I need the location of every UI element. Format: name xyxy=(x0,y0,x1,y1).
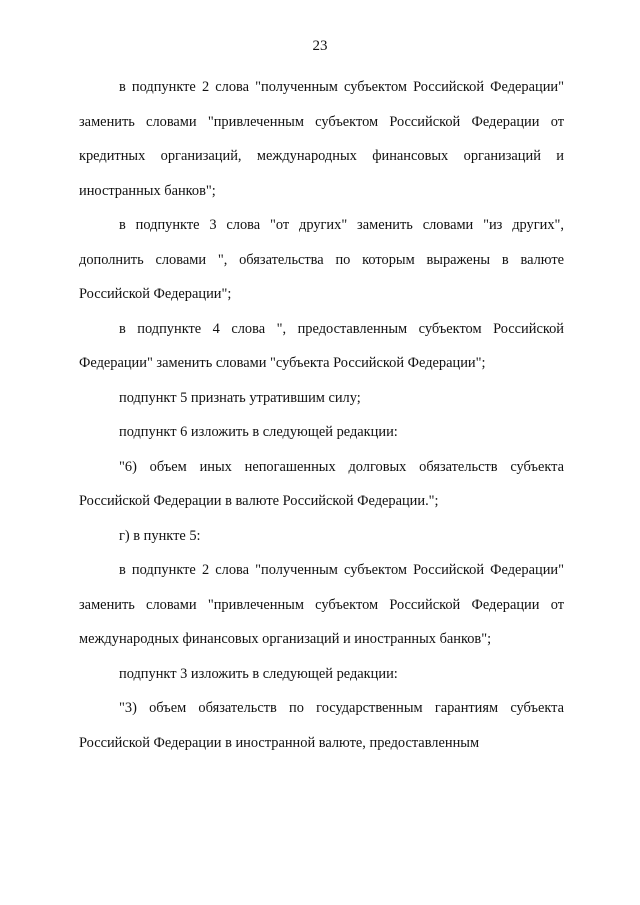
paragraph-5: подпункт 6 изложить в следующей редакции: xyxy=(119,424,398,440)
paragraph-6: "6) объем иных непогашенных долговых обязательств субъекта Российской Федерации в валюте Российской Федерации."; xyxy=(79,458,564,509)
paragraph-2: в подпункте 3 слова "от других" заменить словами "из других", дополнить словами ", обязательства по которым выражены в валюте Российской Федерации"; xyxy=(79,217,564,302)
paragraph-1: в подпункте 2 слова "полученным субъектом Российской Федерации" заменить словами "привлеченным субъектом Российской Федерации от кредитных организаций, международных финансовых организаций и иностранных банков"; xyxy=(79,79,564,199)
document-body xyxy=(79,70,564,760)
page-number: 23 xyxy=(312,38,328,54)
paragraph-7: г) в пункте 5: xyxy=(119,527,201,544)
paragraph-4: подпункт 5 признать утратившим силу; xyxy=(119,389,361,406)
paragraph-3: в подпункте 4 слова ", предоставленным субъектом Российской Федерации" заменить словами "субъекта Российской Федерации"; xyxy=(79,320,564,371)
paragraph-8: в подпункте 2 слова "полученным субъектом Российской Федерации" заменить словами "привлеченным субъектом Российской Федерации от международных финансовых организаций и иностранных банков"; xyxy=(79,562,564,647)
paragraph-10: "3) объем обязательств по государственным гарантиям субъекта Российской Федерации в иностранной валюте, предоставленным xyxy=(79,700,564,751)
paragraph-9: подпункт 3 изложить в следующей редакции: xyxy=(119,665,398,682)
